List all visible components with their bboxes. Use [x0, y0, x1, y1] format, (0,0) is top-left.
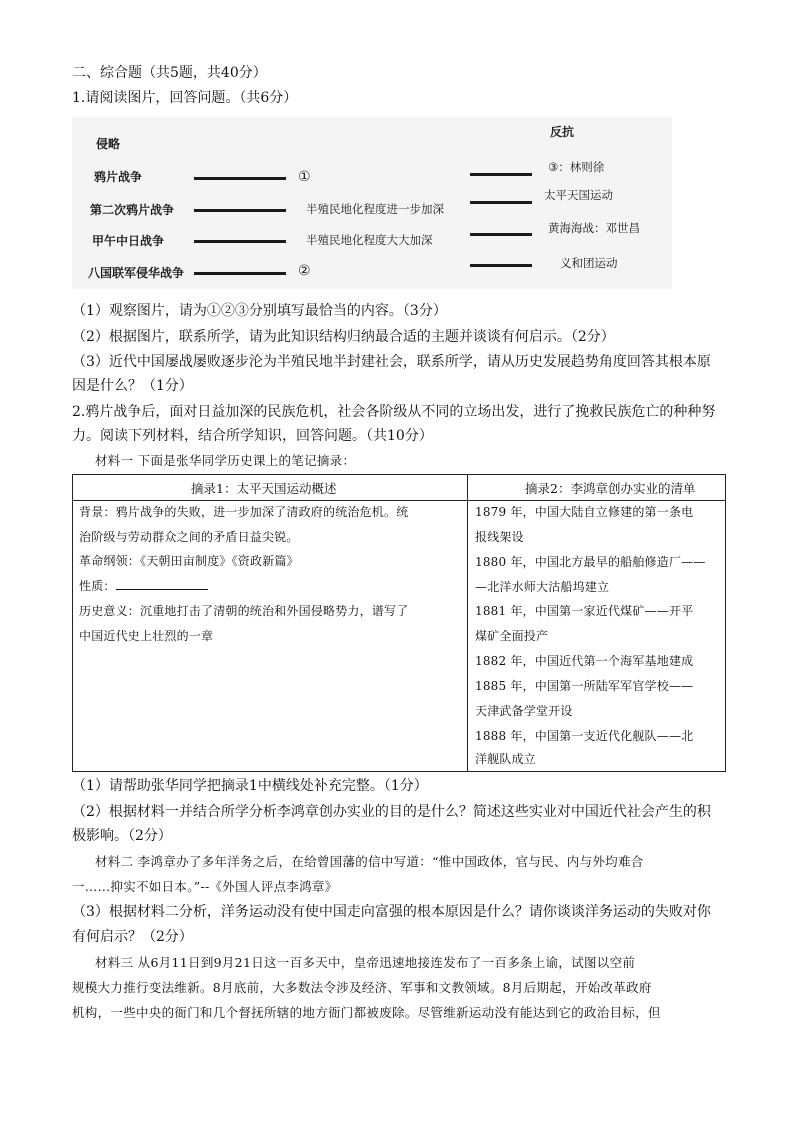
diagram-mid-4: ②: [298, 263, 311, 279]
right-cell-line: 1882 年，中国近代第一个海军基地建成: [475, 654, 694, 668]
q2-sub1: （1）请帮助张华同学把摘录1中横线处补充完整。（1分）: [72, 778, 428, 794]
diagram-resist-1: ③：林则徐: [548, 160, 605, 174]
material2-line1: 材料二 李鸿章办了多年洋务之后，在给曾国藩的信中写道：“惟中国政体，官与民、内与外均难合: [95, 854, 644, 869]
material2-line2: 一……抑实不如日本。”--《外国人评点李鸿章》: [72, 879, 338, 894]
diagram-arrow-4: [194, 272, 286, 275]
diagram-arrow-5: [470, 173, 532, 176]
diagram-war-4: 八国联军侵华战争: [88, 266, 185, 280]
left-cell-line: 革命纲领：《天朝田亩制度》《资政新篇》: [79, 554, 299, 568]
q1-sub1: （1）观察图片，请为①②③分别填写最恰当的内容。（3分）: [72, 303, 447, 319]
diagram-arrow-8: [470, 264, 532, 267]
table-right-header: 摘录2：李鸿章创办实业的清单: [525, 481, 696, 496]
right-cell-line: 1879 年，中国大陆自立修建的第一条电: [475, 505, 694, 519]
diagram-left-header: 侵略: [96, 137, 121, 151]
left-cell-line: 中国近代史上壮烈的一章: [79, 629, 214, 643]
q1-sub3-line1: （3）近代中国屡战屡败逐步沦为半殖民地半封建社会，联系所学，请从历史发展趋势角度回答其根本原: [72, 354, 711, 370]
right-cell-line: 1888 年，中国第一支近代化舰队——北: [475, 729, 694, 743]
right-cell-line: 1880 年，中国北方最早的船舶修造厂——: [475, 555, 706, 569]
table-left-header: 摘录1：太平天国运动概述: [191, 481, 337, 496]
diagram-mid-1: ①: [298, 169, 311, 185]
diagram-resist-2: 太平天国运动: [544, 188, 613, 202]
diagram-arrow-6: [470, 201, 532, 204]
right-cell-line: 报线架设: [475, 530, 524, 544]
q1-sub3-line2: 因是什么？（1分）: [72, 378, 193, 394]
material3-line2: 规模大力推行变法维新。8月底前，大多数法令涉及经济、军事和文教领域。8月后期起，开始改革政府: [72, 980, 652, 995]
diagram-right-header: 反抗: [550, 125, 575, 139]
diagram-resist-3: 黄海海战：邓世昌: [548, 221, 640, 235]
diagram-mid-3: 半殖民地化程度大大加深: [306, 233, 433, 247]
diagram-arrow-1: [194, 177, 286, 180]
diagram-war-1: 鸦片战争: [94, 170, 143, 184]
diagram-arrow-3: [194, 240, 286, 243]
right-cell-line: 洋舰队成立: [475, 752, 537, 766]
diagram-arrow-7: [470, 233, 532, 236]
material3-line1: 材料三 从6月11日到9月21日这一百多天中，皇帝迅速地接连发布了一百多条上谕，试图以空前: [95, 955, 636, 970]
right-cell-line: —北洋水师大沽船坞建立: [475, 580, 610, 594]
diagram-resist-4: 义和团运动: [560, 256, 618, 270]
q2-prompt-line2: 力。阅读下列材料，结合所学知识，回答问题。（共10分）: [72, 428, 433, 444]
fill-in-blank: [116, 577, 208, 590]
q2-sub3-line2: 有何启示？（2分）: [72, 929, 193, 945]
material3-line3: 机构，一些中央的衙门和几个督抚所辖的地方衙门都被废除。尽管维新运动没有能达到它的政治目标，但: [72, 1005, 661, 1020]
diagram-mid-2: 半殖民地化程度进一步加深: [306, 202, 444, 216]
notes-table: [72, 474, 726, 772]
q2-sub3-line1: （3）根据材料二分析，洋务运动没有使中国走向富强的根本原因是什么？请你谈谈洋务运动的失败对你: [72, 904, 711, 920]
right-cell-line: 1885 年，中国第一所陆军军官学校——: [475, 679, 694, 693]
q2-sub2-line1: （2）根据材料一并结合所学分析李鸿章创办实业的目的是什么？简述这些实业对中国近代社会产生的积: [72, 804, 711, 820]
diagram-war-3: 甲午中日战争: [92, 234, 165, 248]
left-cell-line: 治阶级与劳动群众之间的矛盾日益尖锐。: [79, 530, 299, 544]
q1-prompt: 1.请阅读图片，回答问题。（共6分）: [72, 90, 298, 106]
right-cell-line: 天津武备学堂开设: [475, 704, 573, 718]
left-cell-line: 历史意义：沉重地打击了清朝的统治和外国侵略势力，谱写了: [79, 604, 409, 618]
q1-sub2: （2）根据图片，联系所学，请为此知识结构归纳最合适的主题并谈谈有何启示。（2分）: [72, 329, 615, 345]
material1-intro: 材料一 下面是张华同学历史课上的笔记摘录：: [95, 453, 356, 468]
diagram-war-2: 第二次鸦片战争: [90, 203, 175, 217]
left-cell-nature-line: [79, 574, 208, 599]
diagram-arrow-2: [194, 209, 286, 212]
aggression-resistance-diagram: [72, 117, 672, 289]
right-cell-line: 煤矿全面投产: [475, 629, 549, 643]
left-cell-line: 背景：鸦片战争的失败，进一步加深了清政府的统治危机。统: [79, 505, 409, 519]
q2-prompt-line1: 2.鸦片战争后，面对日益加深的民族危机，社会各阶级从不同的立场出发，进行了挽救民族危亡的种种努: [72, 404, 716, 420]
q2-sub2-line2: 极影响。（2分）: [72, 828, 172, 844]
table-column-divider: [467, 475, 468, 771]
right-cell-line: 1881 年，中国第一家近代煤矿——开平: [475, 604, 694, 618]
section-title: 二、综合题（共5题，共40分）: [72, 65, 267, 81]
nature-label: 性质：: [79, 579, 116, 593]
